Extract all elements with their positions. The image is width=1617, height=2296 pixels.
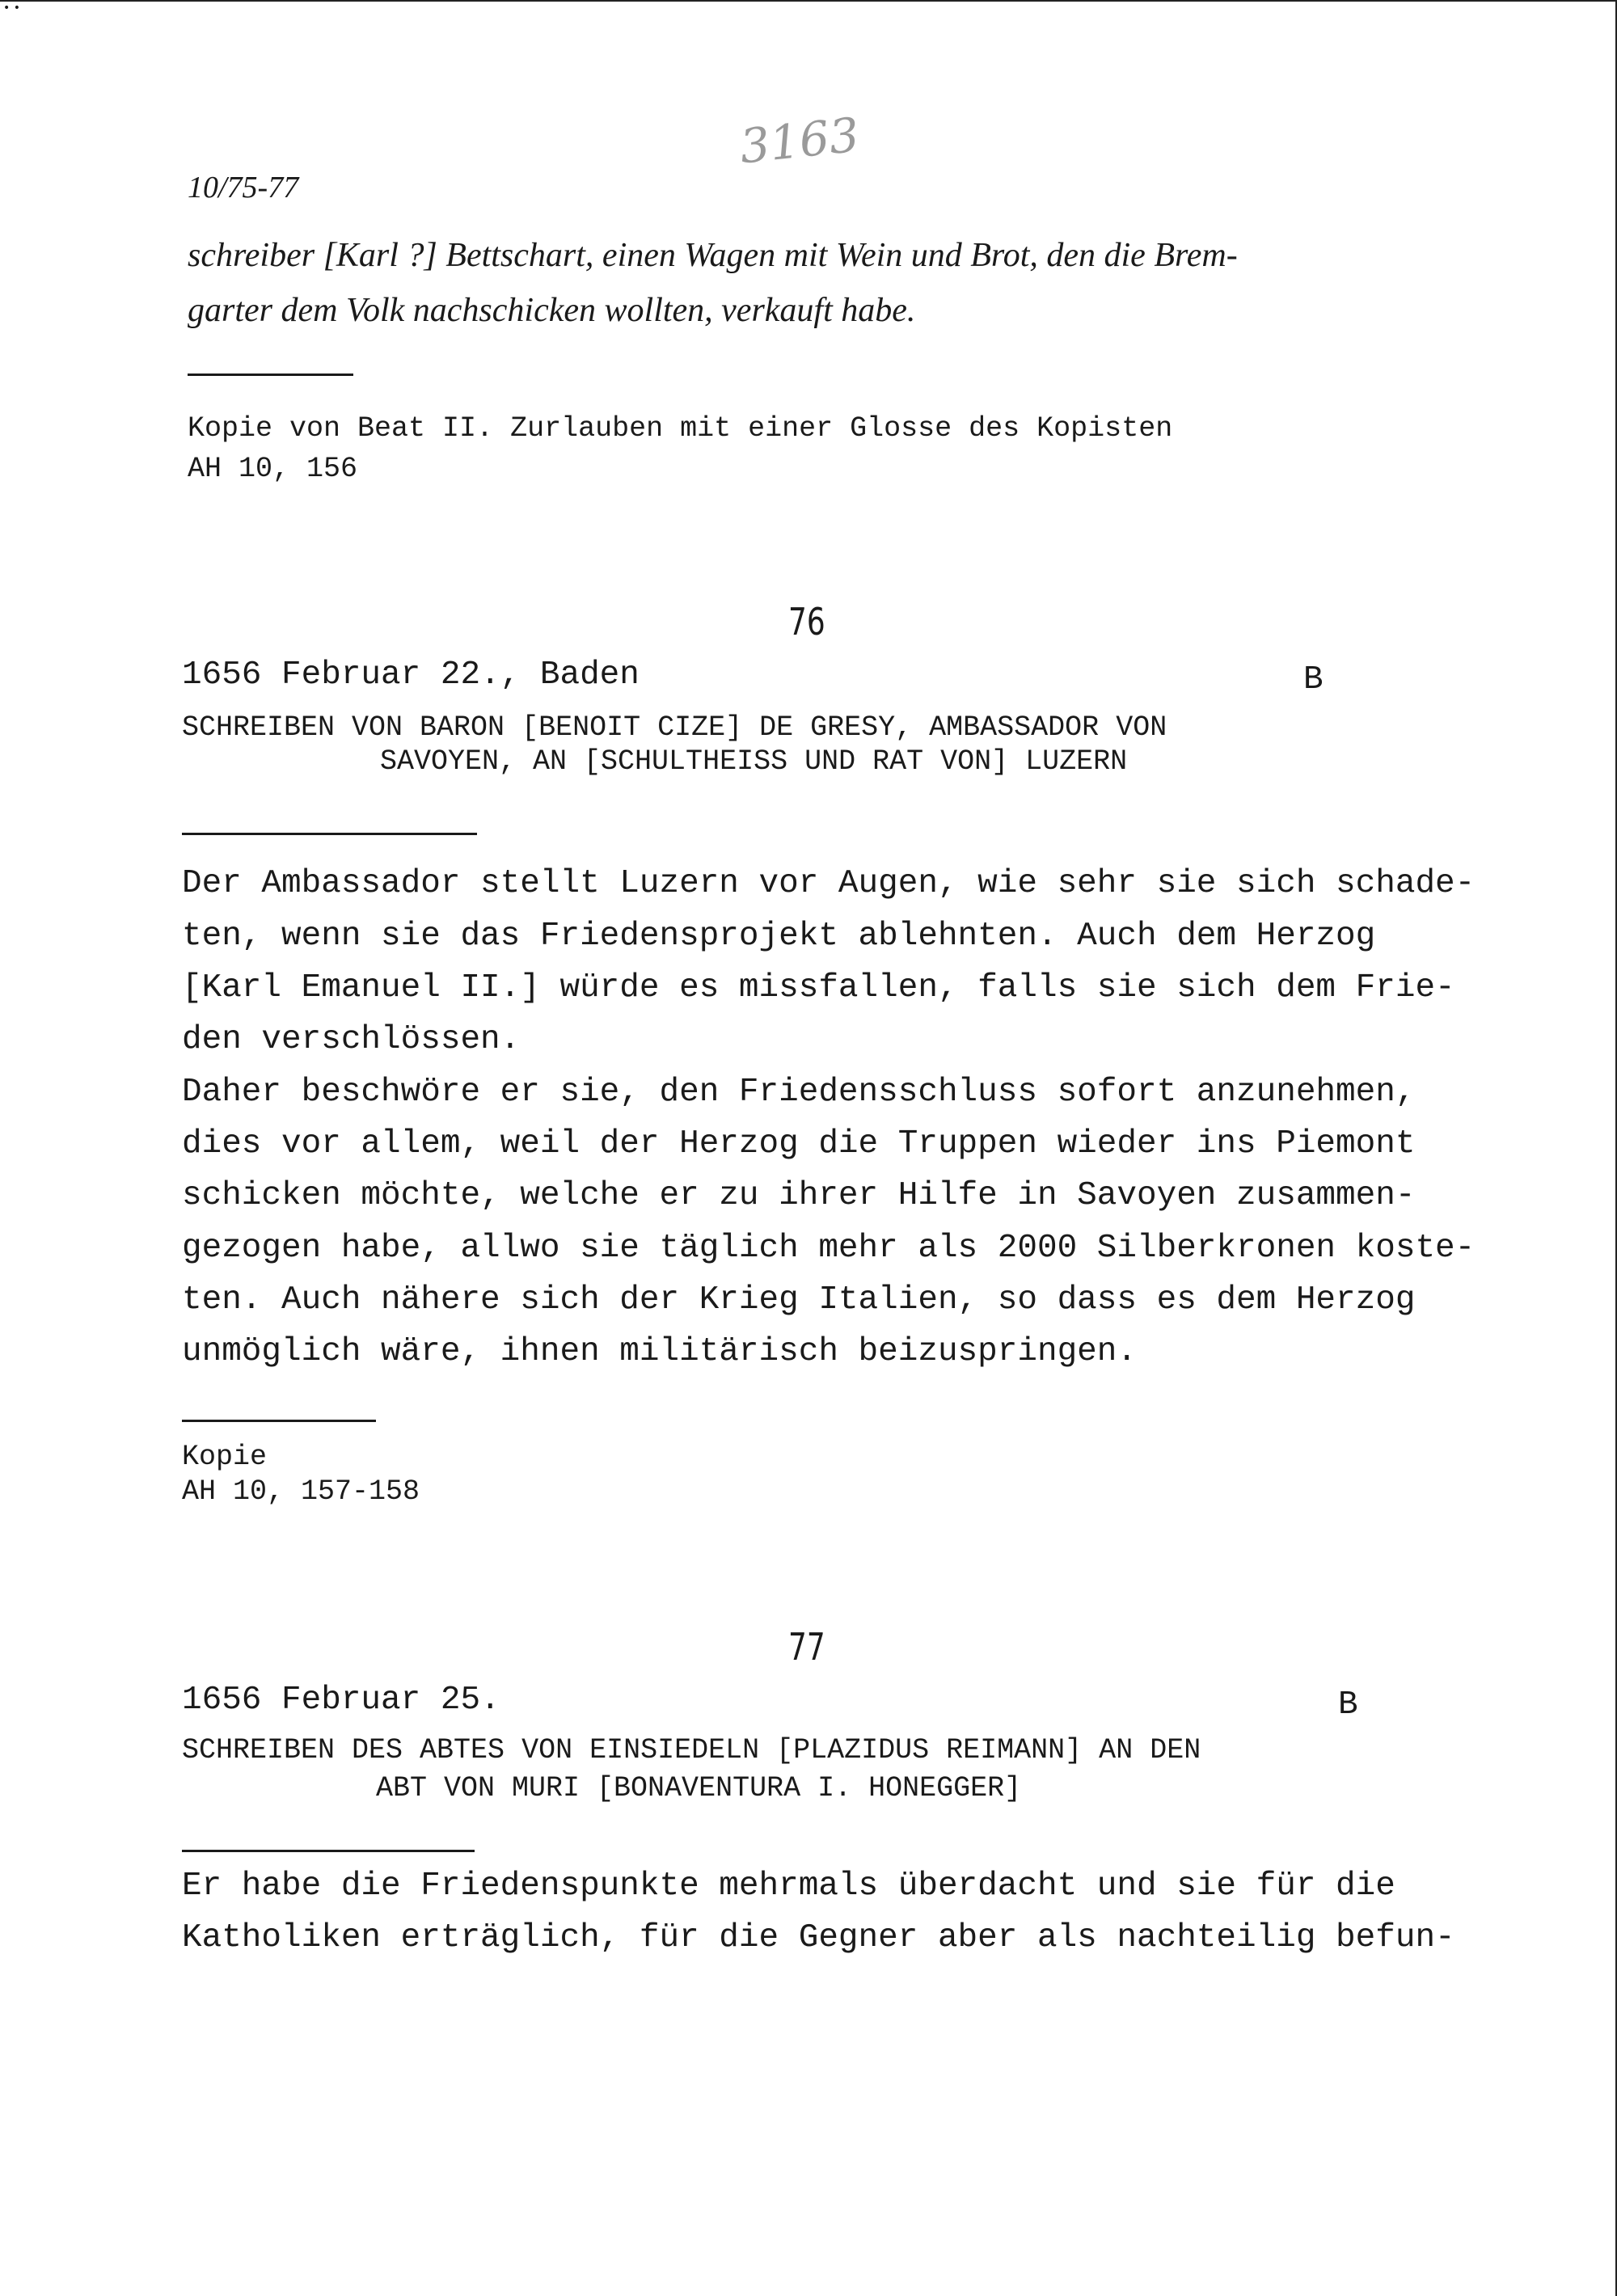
body-line: unmöglich wäre, ihnen militärisch beizuspringen. <box>182 1333 1137 1370</box>
document-title-line-2: SAVOYEN, AN [SCHULTHEISS UND RAT VON] LUZERN <box>380 745 1128 778</box>
body-line: schicken möchte, welche er zu ihrer Hilfe in Savoyen zusammen- <box>182 1177 1416 1214</box>
body-line: [Karl Emanuel II.] würde es missfallen, falls sie sich dem Frie- <box>182 969 1455 1007</box>
body-line: Der Ambassador stellt Luzern vor Augen, wie sehr sie sich schade- <box>182 865 1476 902</box>
document-date: 1656 Februar 25. <box>182 1682 500 1719</box>
source-note-line-2: AH 10, 157-158 <box>182 1475 420 1508</box>
separator-rule <box>182 1850 475 1852</box>
body-line: Katholiken erträglich, für die Gegner aber als nachteilig befun- <box>182 1919 1455 1956</box>
continuation-line-2: garter dem Volk nachschicken wollten, verkauft habe. <box>188 292 916 329</box>
document-mark: B <box>1338 1686 1358 1724</box>
continuation-line-1: schreiber [Karl ?] Bettschart, einen Wagen mit Wein und Brot, den die Brem- <box>188 237 1238 274</box>
document-title-line-2: ABT VON MURI [BONAVENTURA I. HONEGGER] <box>376 1772 1022 1804</box>
source-note-line-1: Kopie von Beat II. Zurlauben mit einer Glosse des Kopisten <box>188 412 1173 445</box>
document-title-line-1: SCHREIBEN VON BARON [BENOIT CIZE] DE GRESY, AMBASSADOR VON <box>182 711 1167 744</box>
document-date: 1656 Februar 22., Baden <box>182 656 640 694</box>
body-line: ten, wenn sie das Friedensprojekt ablehnten. Auch dem Herzog <box>182 918 1376 955</box>
body-line: Daher beschwöre er sie, den Friedensschluss sofort anzunehmen, <box>182 1074 1416 1111</box>
source-note-line-1: Kopie <box>182 1441 268 1473</box>
document-number: 77 <box>788 1625 825 1669</box>
body-line: ten. Auch nähere sich der Krieg Italien, so dass es dem Herzog <box>182 1281 1416 1319</box>
body-line: Er habe die Friedenspunkte mehrmals überdacht und sie für die <box>182 1868 1395 1905</box>
page-reference: 10/75-77 <box>188 171 299 205</box>
document-title-line-1: SCHREIBEN DES ABTES VON EINSIEDELN [PLAZIDUS REIMANN] AN DEN <box>182 1734 1201 1766</box>
page-border-top <box>0 0 1617 2</box>
body-line: dies vor allem, weil der Herzog die Truppen wieder ins Piemont <box>182 1125 1416 1163</box>
separator-rule <box>182 833 477 835</box>
archive-stamp: 3163 <box>737 107 862 175</box>
separator-rule <box>182 1420 376 1422</box>
corner-marks: • • <box>3 2 20 15</box>
body-line: den verschlössen. <box>182 1021 521 1058</box>
document-number: 76 <box>788 600 825 644</box>
document-mark: B <box>1303 661 1324 699</box>
source-note-line-2: AH 10, 156 <box>188 453 358 485</box>
separator-rule <box>188 374 353 376</box>
body-line: gezogen habe, allwo sie täglich mehr als 2000 Silberkronen koste- <box>182 1230 1476 1267</box>
